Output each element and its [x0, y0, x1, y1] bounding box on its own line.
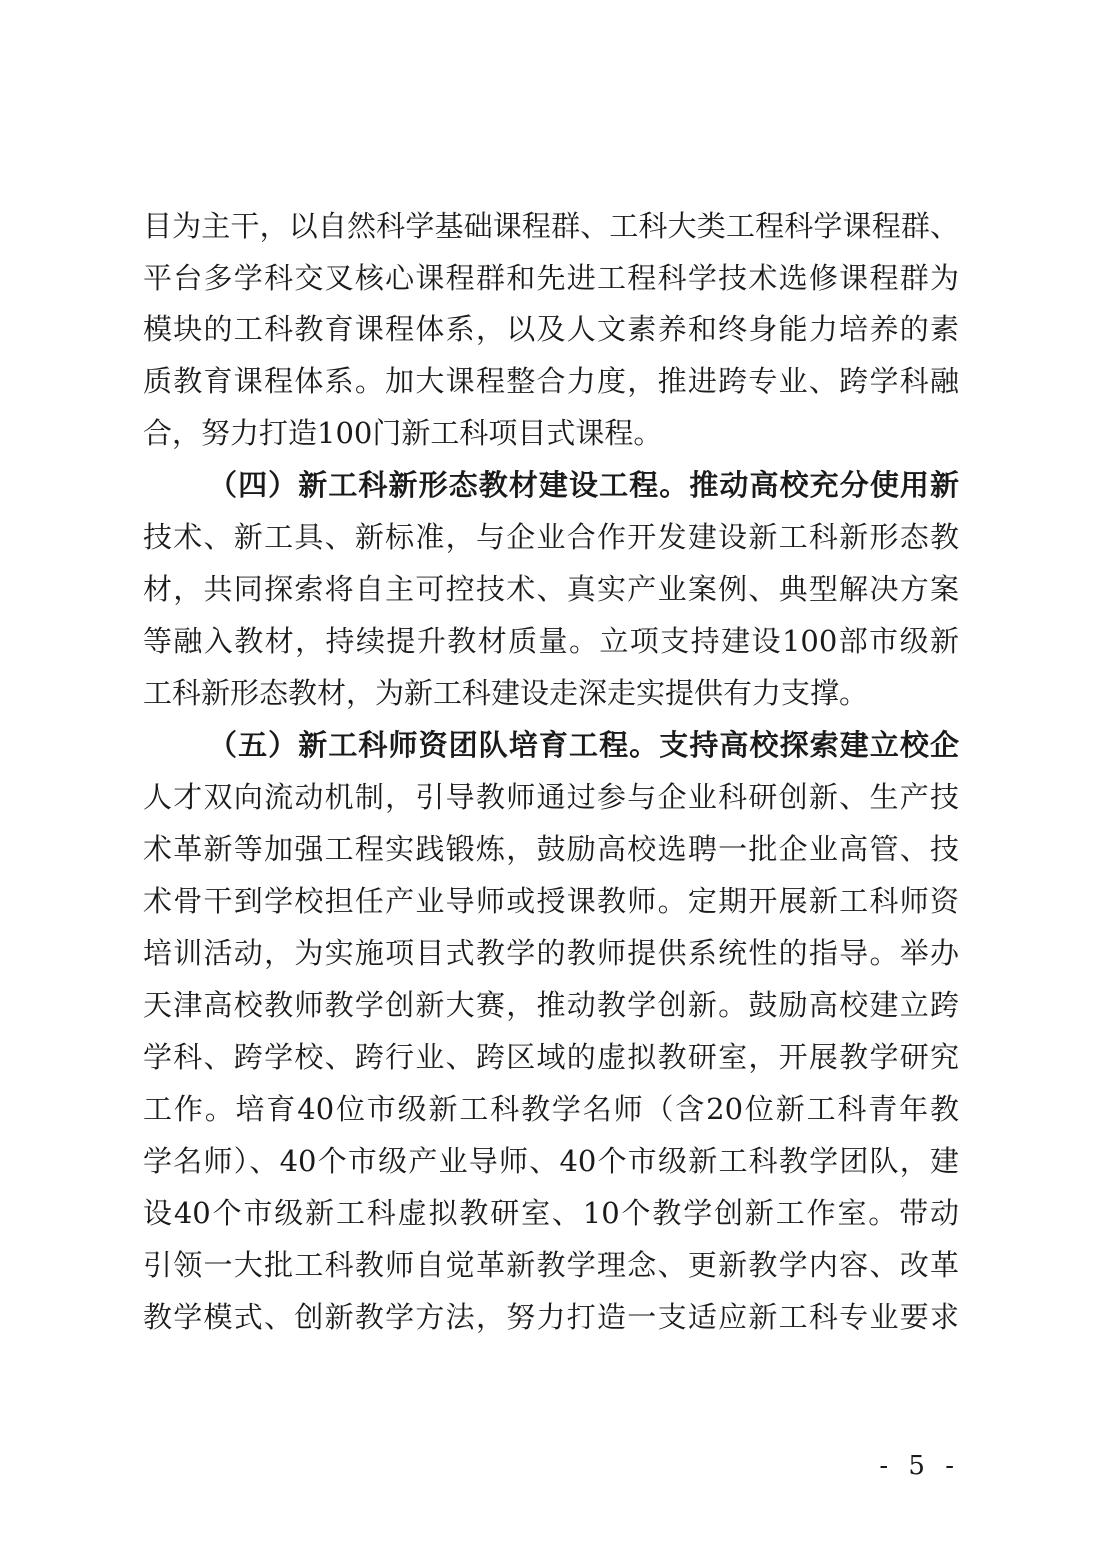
- text-line: 引领一大批工科教师自觉革新教学理念、更新教学内容、改革: [143, 1248, 959, 1282]
- text-line: 术骨干到学校担任产业导师或授课教师。定期开展新工科师资: [143, 884, 959, 918]
- text-line: 术革新等加强工程实践锻炼，鼓励高校选聘一批企业高管、技: [143, 832, 959, 866]
- section-heading-line: （五）新工科师资团队培育工程。支持高校探索建立校企: [208, 728, 959, 762]
- text-line: 工作。培育40位市级新工科教学名师（含20位新工科青年教: [143, 1092, 959, 1126]
- text-line: 人才双向流动机制，引导教师通过参与企业科研创新、生产技: [143, 780, 959, 814]
- text-line: 合，努力打造100门新工科项目式课程。: [143, 416, 663, 450]
- text-line: 学名师）、40个市级产业导师、40个市级新工科教学团队，建: [143, 1144, 959, 1178]
- text-line: 模块的工科教育课程体系，以及人文素养和终身能力培养的素: [143, 312, 959, 346]
- text-line: 教学模式、创新教学方法，努力打造一支适应新工科专业要求: [143, 1300, 959, 1334]
- text-line: 工科新形态教材，为新工科建设走深走实提供有力支撑。: [143, 676, 869, 710]
- text-line: 学科、跨学校、跨行业、跨区域的虚拟教研室，开展教学研究: [143, 1040, 959, 1074]
- text-line: 目为主干，以自然科学基础课程群、工科大类工程科学课程群、: [143, 209, 959, 243]
- text-line: 天津高校教师教学创新大赛，推动教学创新。鼓励高校建立跨: [143, 988, 959, 1022]
- text-line: 技术、新工具、新标准，与企业合作开发建设新工科新形态教: [143, 520, 959, 554]
- page-number: - 5 -: [879, 1451, 960, 1481]
- text-line: 设40个市级新工科虚拟教研室、10个教学创新工作室。带动: [143, 1196, 959, 1230]
- text-line: 材，共同探索将自主可控技术、真实产业案例、典型解决方案: [143, 572, 959, 606]
- text-line: 培训活动，为实施项目式教学的教师提供系统性的指导。举办: [143, 936, 959, 970]
- text-line: 等融入教材，持续提升教材质量。立项支持建设100部市级新: [143, 624, 959, 658]
- text-line: 平台多学科交叉核心课程群和先进工程科学技术选修课程群为: [143, 261, 959, 295]
- section-heading-line: （四）新工科新形态教材建设工程。推动高校充分使用新: [208, 468, 959, 502]
- text-line: 质教育课程体系。加大课程整合力度，推进跨专业、跨学科融: [143, 364, 959, 398]
